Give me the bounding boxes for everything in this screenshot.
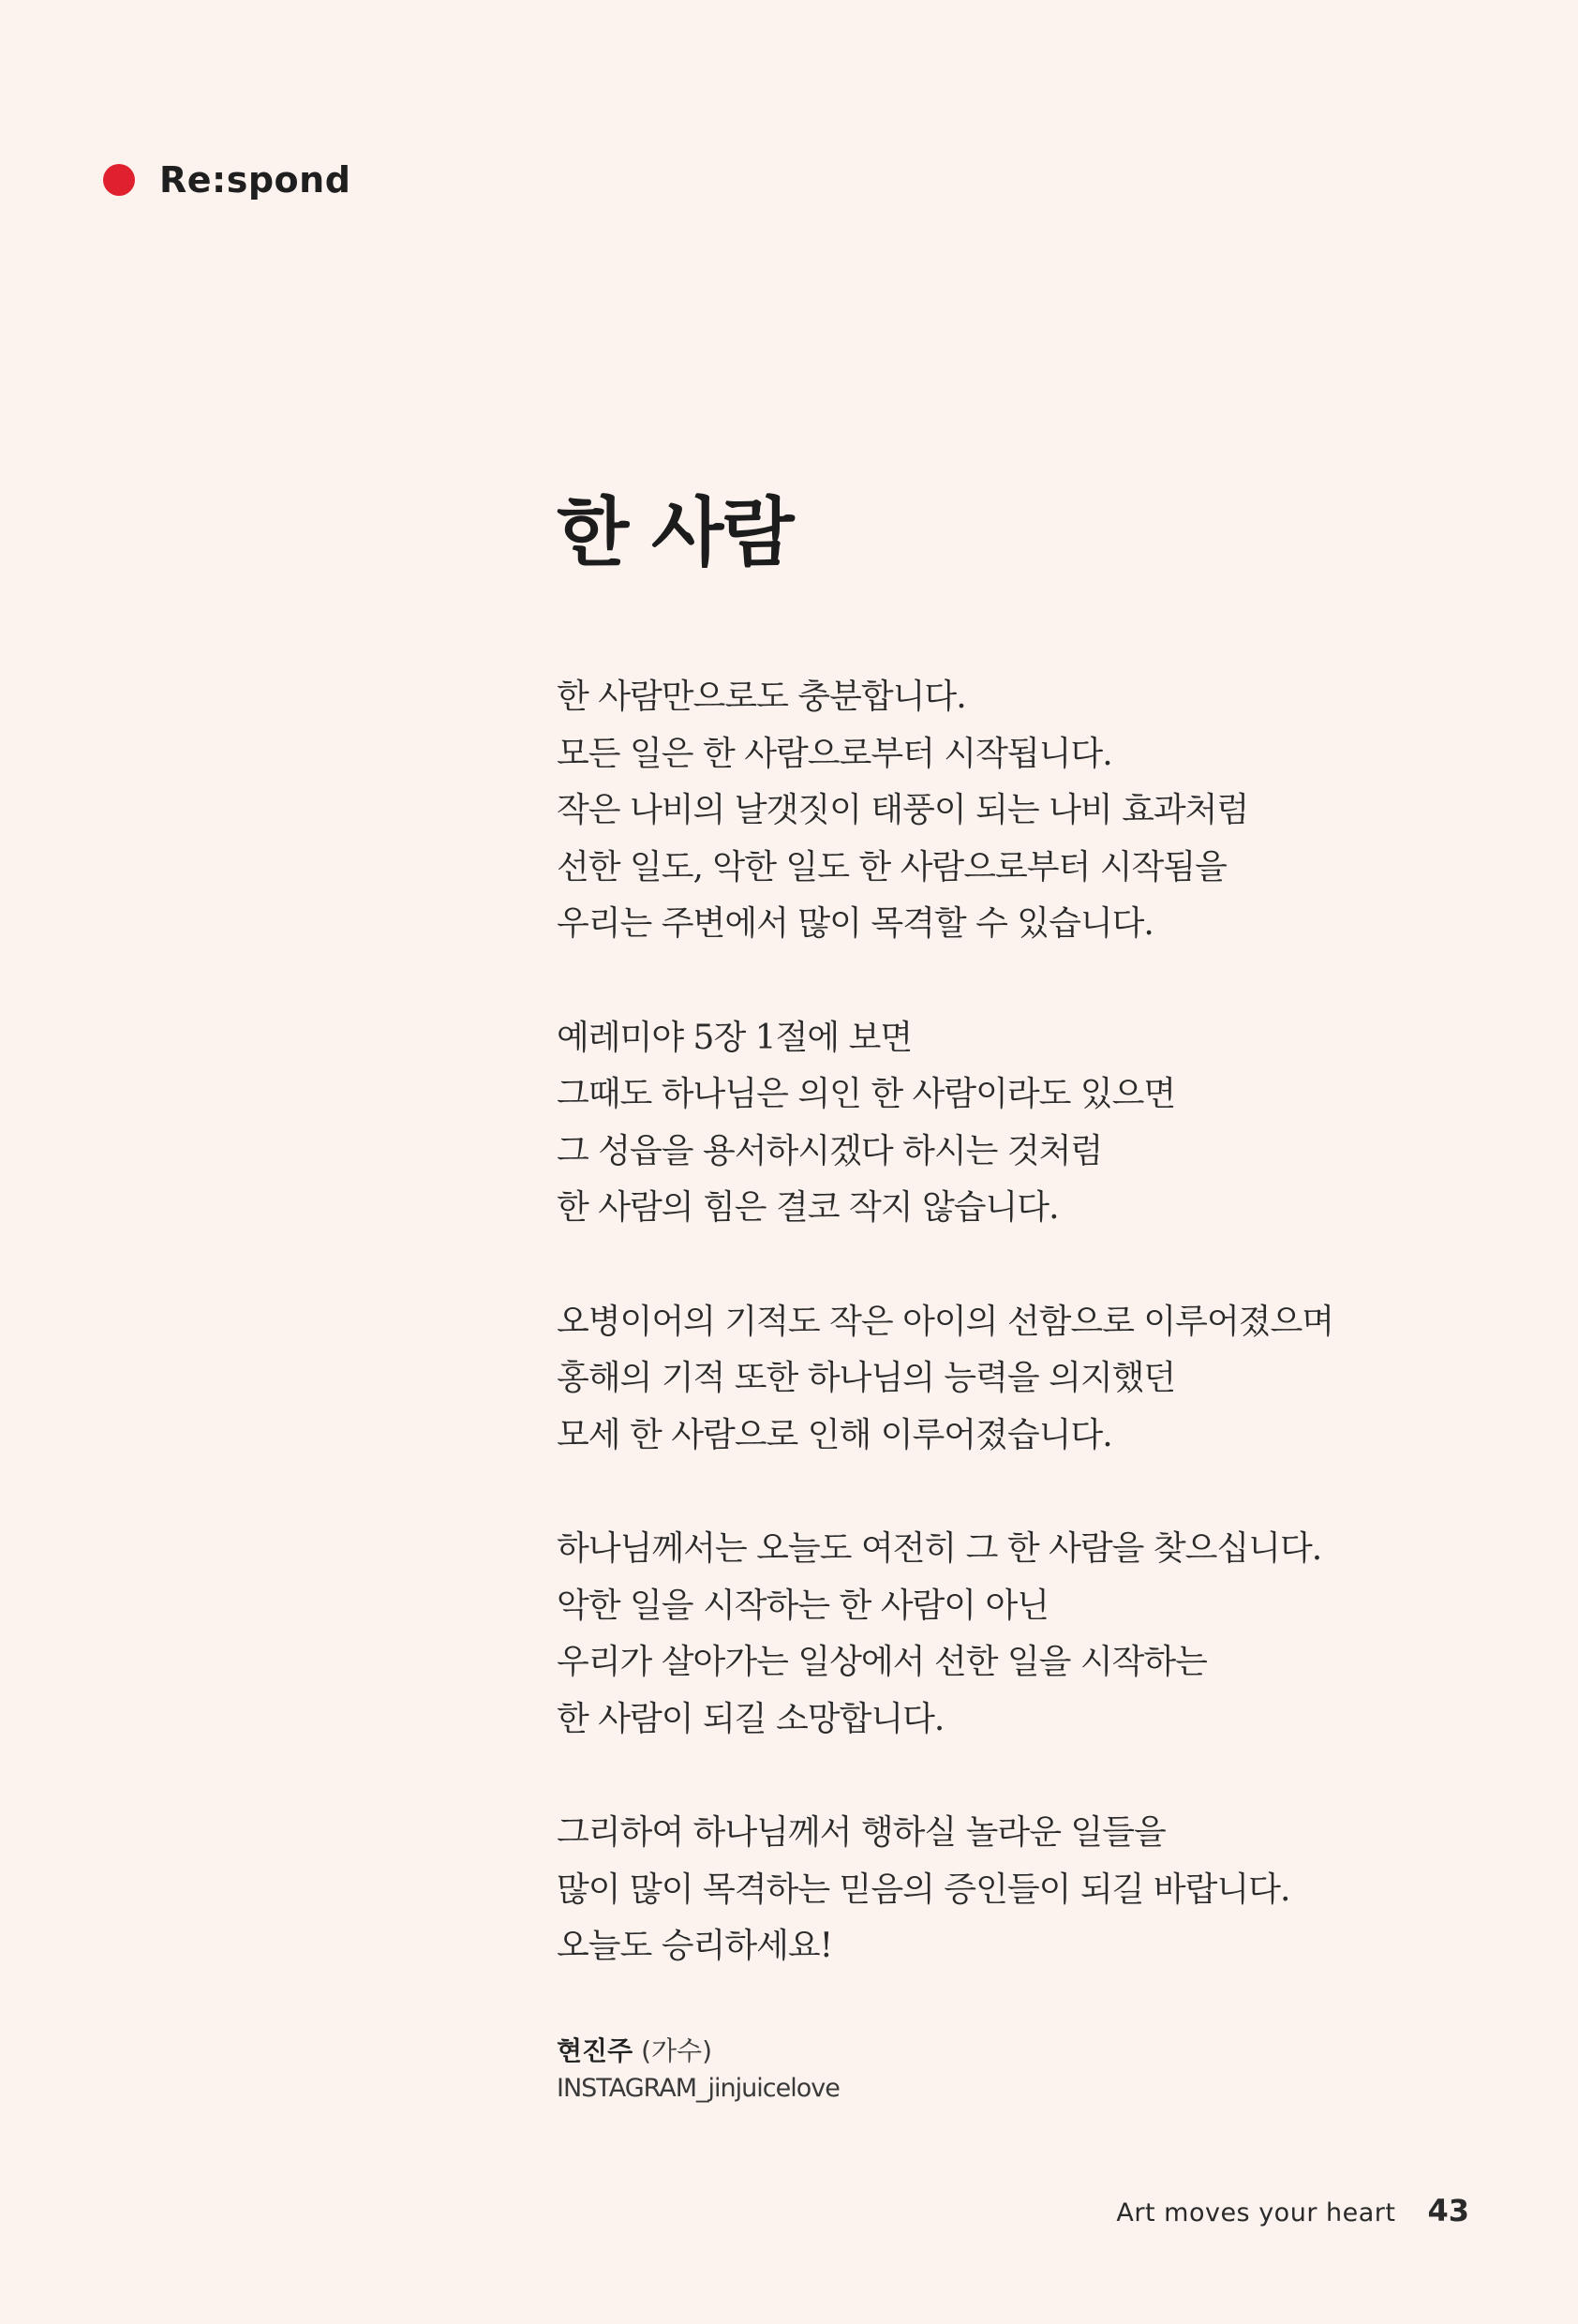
author-name: 현진주: [557, 2034, 633, 2066]
poem-line: 그리하여 하나님께서 행하실 놀라운 일들을: [557, 1813, 1166, 1852]
poem-line: 한 사람만으로도 충분합니다.: [557, 678, 966, 716]
poem-line: 홍해의 기적 또한 하나님의 능력을 의지했던: [557, 1359, 1176, 1397]
article: [557, 487, 1494, 2108]
page-number: 43: [1427, 2193, 1469, 2228]
poem-line: 하나님께서는 오늘도 여전히 그 한 사람을 찾으십니다.: [557, 1529, 1322, 1568]
section-label: Re:spond: [159, 159, 351, 201]
stanza-4: [557, 1521, 1494, 1748]
stanza-5: [557, 1805, 1494, 1975]
poem-line: 그 성읍을 용서하시겠다 하시는 것처럼: [557, 1131, 1103, 1170]
poem-line: 우리가 살아가는 일상에서 선한 일을 시작하는: [557, 1643, 1207, 1681]
poem-line: 선한 일도, 악한 일도 한 사람으로부터 시작됨을: [557, 847, 1227, 886]
poem-line: 작은 나비의 날갯짓이 태풍이 되는 나비 효과처럼: [557, 791, 1249, 829]
footer-tagline: Art moves your heart: [1116, 2198, 1396, 2227]
poem-line: 한 사람의 힘은 결코 작지 않습니다.: [557, 1188, 1059, 1227]
poem-line: 모세 한 사람으로 인해 이루어졌습니다.: [557, 1415, 1112, 1454]
author-role: (가수): [641, 2034, 713, 2066]
page-footer: [1116, 2193, 1469, 2228]
poem-line: 많이 많이 목격하는 믿음의 증인들이 되길 바랍니다.: [557, 1870, 1290, 1909]
poem-line: 오늘도 승리하세요!: [557, 1927, 833, 1965]
poem-line: 한 사람이 되길 소망합니다.: [557, 1699, 945, 1738]
author-block: [557, 2033, 1494, 2108]
poem-line: 악한 일을 시작하는 한 사람이 아닌: [557, 1586, 1050, 1625]
poem-line: 그때도 하나님은 의인 한 사람이라도 있으면: [557, 1075, 1176, 1113]
poem-line: 예레미야 5장 1절에 보면: [557, 1018, 913, 1057]
poem-line: 우리는 주변에서 많이 목격할 수 있습니다.: [557, 904, 1154, 943]
stanza-1: [557, 669, 1494, 953]
stanza-3: [557, 1294, 1494, 1465]
author-line: [557, 2033, 1494, 2070]
article-title: 한 사람: [557, 488, 793, 576]
author-instagram: INSTAGRAM_jinjuicelove: [557, 2073, 840, 2103]
poem-line: 오병이어의 기적도 작은 아이의 선함으로 이루어졌으며: [557, 1302, 1334, 1341]
section-tag: [103, 159, 350, 201]
section-dot-icon: [103, 164, 135, 196]
stanza-2: [557, 1010, 1494, 1237]
poem-line: 모든 일은 한 사람으로부터 시작됩니다.: [557, 734, 1112, 773]
